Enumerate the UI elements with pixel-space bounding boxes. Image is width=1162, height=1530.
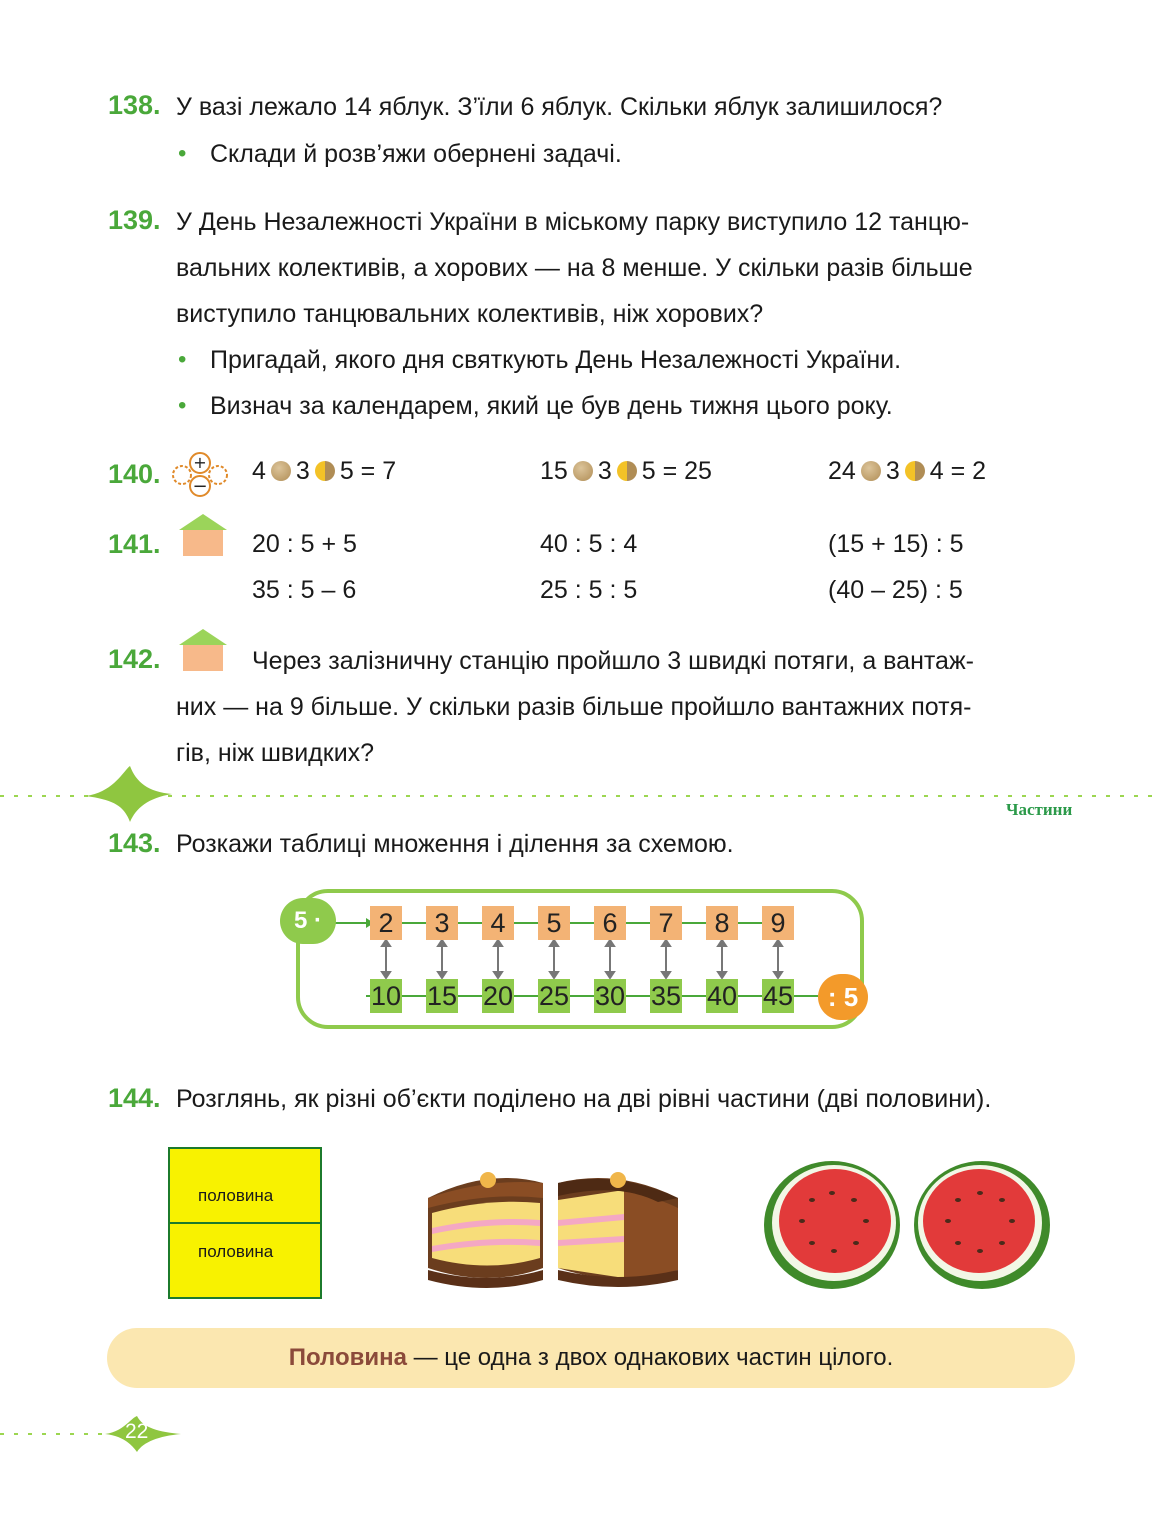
- house-icon: [175, 627, 231, 673]
- definition-term: Половина: [288, 1344, 407, 1371]
- task-139-line-2: вальних колективів, а хорових — на 8 менше. У скільки разів більше: [176, 254, 973, 282]
- factor-box: 2: [370, 906, 402, 940]
- operation-dot: [905, 461, 925, 481]
- task-number-139: 139.: [108, 205, 161, 235]
- product-box: 25: [538, 981, 570, 1011]
- factor-box: 6: [594, 906, 626, 940]
- watermelon-halves-image: [762, 1155, 1052, 1295]
- product-box: 45: [762, 981, 794, 1011]
- task-139-bullet-1: [210, 337, 901, 383]
- bullet-text: Пригадай, якого дня святкують День Незалежності України.: [210, 346, 902, 374]
- task-142-line-1: Через залізничну станцію пройшло 3 швидкі потяги, а вантаж-: [252, 647, 974, 675]
- eq-operand: 4: [252, 456, 266, 485]
- leaf-ornament-icon: [84, 764, 174, 824]
- equation-3: [828, 456, 986, 486]
- bullet-text: Склади й розв’яжи обернені задачі.: [210, 140, 622, 168]
- eq-operand: 5 = 25: [641, 456, 712, 485]
- product-box: 35: [650, 981, 682, 1011]
- expression: 40 : 5 : 4: [540, 530, 638, 558]
- divide-by-5-badge: : 5: [818, 974, 868, 1020]
- halved-rectangle: [168, 1147, 322, 1299]
- eq-operand: 5 = 7: [339, 456, 397, 485]
- equation-1: [252, 456, 396, 486]
- task-number-142: 142.: [108, 644, 161, 674]
- task-number-143: 143.: [108, 828, 161, 858]
- eq-operand: 3: [295, 456, 310, 485]
- plus-minus-icon: [168, 452, 232, 498]
- factor-box: 7: [650, 906, 682, 940]
- task-number-141: 141.: [108, 529, 161, 559]
- eq-operand: 4 = 2: [929, 456, 987, 485]
- factor-box: 8: [706, 906, 738, 940]
- task-138-bullet: [210, 131, 622, 177]
- task-number-140: 140.: [108, 459, 161, 489]
- task-139-line-1: У День Незалежності України в міському парку виступило 12 танцю-: [176, 208, 970, 236]
- expression: 20 : 5 + 5: [252, 530, 357, 558]
- svg-text:+: +: [193, 453, 207, 472]
- task-142-line-2: них — на 9 більше. У скільки разів більше пройшло вантажних потя-: [176, 693, 972, 721]
- task-144-text: Розглянь, як різні об’єкти поділено на дві рівні частини (дві половини).: [176, 1085, 992, 1113]
- factor-box: 5: [538, 906, 570, 940]
- divider-line: [170, 1222, 320, 1224]
- bullet-text: Визнач за календарем, який це був день тижня цього року.: [210, 392, 893, 420]
- task-number-144: 144.: [108, 1083, 161, 1113]
- footer-divider: [0, 1424, 120, 1444]
- eq-operand: 3: [597, 456, 612, 485]
- operation-dot: [617, 461, 637, 481]
- half-label-top: половина: [198, 1186, 274, 1205]
- product-box: 10: [370, 981, 402, 1011]
- task-143-text: Розкажи таблиці множення і ділення за схемою.: [176, 830, 734, 858]
- eq-operand: 3: [885, 456, 900, 485]
- expression: (40 – 25) : 5: [828, 576, 963, 604]
- multiplication-scheme: [270, 888, 870, 1038]
- section-divider: [0, 786, 1162, 806]
- task-138-text: У вазі лежало 14 яблук. З’їли 6 яблук. Скільки яблук залишилося?: [176, 93, 943, 121]
- cake-halves-image: [418, 1158, 718, 1298]
- operation-dot: [573, 461, 593, 481]
- product-box: 15: [426, 981, 458, 1011]
- house-icon: [175, 512, 231, 558]
- svg-text:−: −: [192, 476, 208, 497]
- product-box: 30: [594, 981, 626, 1011]
- product-box: 40: [706, 981, 738, 1011]
- equation-2: [540, 456, 712, 486]
- product-box: 20: [482, 981, 514, 1011]
- operation-dot: [315, 461, 335, 481]
- multiply-by-5-badge: 5 ·: [280, 898, 336, 944]
- task-number-138: 138.: [108, 90, 161, 120]
- eq-operand: 15: [540, 456, 568, 485]
- expression: 25 : 5 : 5: [540, 576, 638, 604]
- page-number: 22: [125, 1420, 149, 1443]
- factor-box: 4: [482, 906, 514, 940]
- task-142-line-3: гів, ніж швидких?: [176, 739, 375, 767]
- definition-box: [107, 1328, 1075, 1388]
- operation-dot: [271, 461, 291, 481]
- half-label-bottom: половина: [198, 1242, 274, 1261]
- operation-dot: [861, 461, 881, 481]
- section-label: Частини: [1006, 800, 1073, 819]
- expression: 35 : 5 – 6: [252, 576, 357, 604]
- task-139-bullet-2: [210, 383, 893, 429]
- expression: (15 + 15) : 5: [828, 530, 964, 558]
- page-number-badge: [103, 1414, 183, 1454]
- eq-operand: 24: [828, 456, 856, 485]
- definition-text: — це одна з двох однакових частин цілого.: [406, 1344, 894, 1371]
- factor-box: 3: [426, 906, 458, 940]
- task-139-line-3: виступило танцювальних колективів, ніж хорових?: [176, 300, 764, 328]
- factor-box: 9: [762, 906, 794, 940]
